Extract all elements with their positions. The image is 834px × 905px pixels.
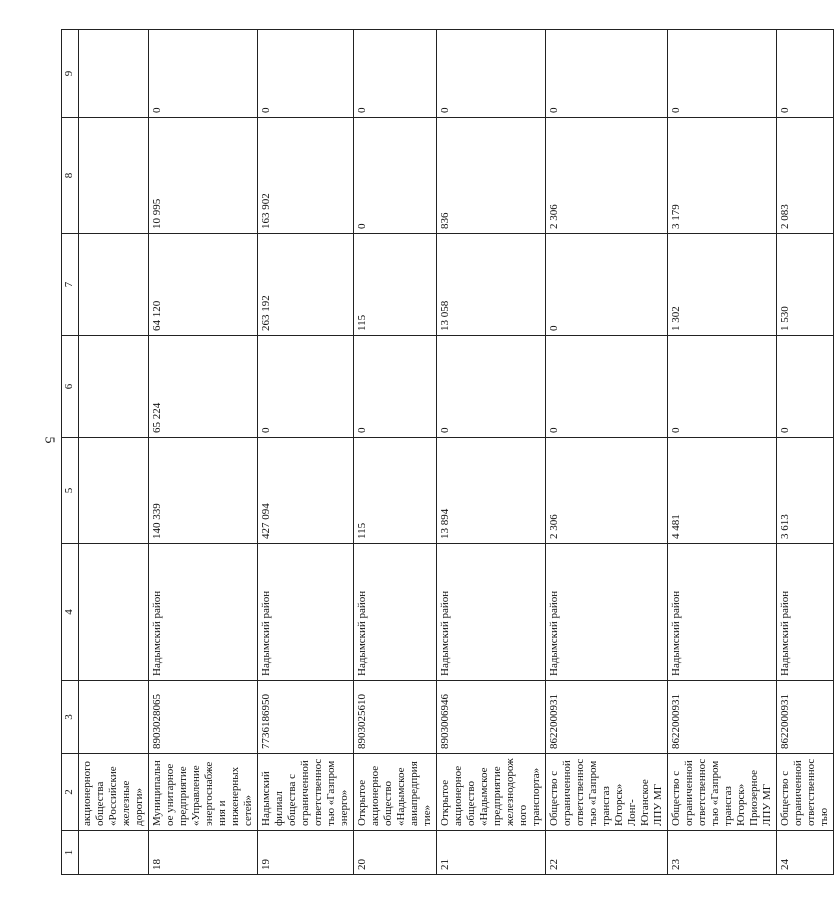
organization-name-cell: Открытое акционерное общество «Надымское авиапредприятие» xyxy=(354,754,437,831)
table-row xyxy=(546,30,668,875)
value-col5-cell: 427 094 xyxy=(258,438,354,544)
district-cell: Надымский район xyxy=(777,544,834,681)
organization-name-cell: акционерного общества «Российские железные дороги» xyxy=(79,754,149,831)
value-col8-cell: 2 306 xyxy=(546,118,668,234)
value-col7-cell: 64 120 xyxy=(149,234,258,336)
value-col5-cell xyxy=(79,438,149,544)
value-col5-cell: 140 339 xyxy=(149,438,258,544)
table-row xyxy=(149,30,258,875)
value-col8-cell xyxy=(79,118,149,234)
table-row xyxy=(354,30,437,875)
value-col8-cell: 3 179 xyxy=(668,118,777,234)
inn-cell: 8622000931 xyxy=(777,681,834,754)
value-col9-cell xyxy=(79,30,149,118)
inn-cell: 8622000931 xyxy=(546,681,668,754)
value-col5-cell: 3 613 xyxy=(777,438,834,544)
inn-cell: 8903028065 xyxy=(149,681,258,754)
organization-name-cell: Муниципальное унитарное предприятие «Управление энергоснабжения и инженерных сетей» xyxy=(149,754,258,831)
value-col5-cell: 115 xyxy=(354,438,437,544)
column-header: 2 xyxy=(62,754,79,831)
column-header: 5 xyxy=(62,438,79,544)
row-number-cell: 19 xyxy=(258,831,354,875)
column-header: 4 xyxy=(62,544,79,681)
value-col5-cell: 13 894 xyxy=(437,438,546,544)
organization-name-cell: Общество с ограниченной ответственностью «Газпром трансгаз Югорск» Лонг-Юганское ЛПУ МГ xyxy=(546,754,668,831)
inn-cell xyxy=(79,681,149,754)
district-cell: Надымский район xyxy=(258,544,354,681)
inn-cell: 7736186950 xyxy=(258,681,354,754)
organization-name-cell: Общество с ограниченной ответственностью «Газпром трансгаз Югорск» Приозерное ЛПУ МГ xyxy=(668,754,777,831)
district-cell xyxy=(79,544,149,681)
value-col8-cell: 163 902 xyxy=(258,118,354,234)
value-col7-cell xyxy=(79,234,149,336)
column-header: 8 xyxy=(62,118,79,234)
district-cell: Надымский район xyxy=(437,544,546,681)
value-col9-cell: 0 xyxy=(354,30,437,118)
table-row xyxy=(437,30,546,875)
header-row xyxy=(62,30,79,875)
inn-cell: 8903025610 xyxy=(354,681,437,754)
row-number-cell: 20 xyxy=(354,831,437,875)
district-cell: Надымский район xyxy=(354,544,437,681)
table-row xyxy=(668,30,777,875)
row-number-cell: 22 xyxy=(546,831,668,875)
district-cell: Надымский район xyxy=(149,544,258,681)
value-col9-cell: 0 xyxy=(149,30,258,118)
value-col5-cell: 4 481 xyxy=(668,438,777,544)
value-col6-cell: 0 xyxy=(546,336,668,438)
inn-cell: 8903006946 xyxy=(437,681,546,754)
value-col6-cell: 0 xyxy=(777,336,834,438)
column-header: 7 xyxy=(62,234,79,336)
value-col6-cell: 0 xyxy=(668,336,777,438)
inn-cell: 8622000931 xyxy=(668,681,777,754)
value-col8-cell: 836 xyxy=(437,118,546,234)
value-col9-cell: 0 xyxy=(546,30,668,118)
column-header: 1 xyxy=(62,831,79,875)
value-col7-cell: 1 302 xyxy=(668,234,777,336)
value-col7-cell: 263 192 xyxy=(258,234,354,336)
value-col8-cell: 10 995 xyxy=(149,118,258,234)
value-col9-cell: 0 xyxy=(258,30,354,118)
district-cell: Надымский район xyxy=(668,544,777,681)
row-number-cell xyxy=(79,831,149,875)
table-row xyxy=(79,30,149,875)
table-row xyxy=(777,30,834,875)
organization-name-cell: Открытое акционерное общество «Надымское предприятие железнодорожного транспорта» xyxy=(437,754,546,831)
district-cell: Надымский район xyxy=(546,544,668,681)
row-number-cell: 23 xyxy=(668,831,777,875)
value-col9-cell: 0 xyxy=(437,30,546,118)
value-col7-cell: 0 xyxy=(546,234,668,336)
value-col8-cell: 2 083 xyxy=(777,118,834,234)
value-col7-cell: 1 530 xyxy=(777,234,834,336)
row-number-cell: 24 xyxy=(777,831,834,875)
value-col6-cell: 0 xyxy=(437,336,546,438)
column-header: 9 xyxy=(62,30,79,118)
value-col7-cell: 13 058 xyxy=(437,234,546,336)
value-col9-cell: 0 xyxy=(668,30,777,118)
value-col6-cell xyxy=(79,336,149,438)
data-table xyxy=(61,29,834,875)
column-header: 3 xyxy=(62,681,79,754)
organization-name-cell: Надымский филиал общества с ограниченной ответственностью «Газпром энерго» xyxy=(258,754,354,831)
table-row xyxy=(258,30,354,875)
value-col5-cell: 2 306 xyxy=(546,438,668,544)
value-col6-cell: 0 xyxy=(354,336,437,438)
page-number: 5 xyxy=(41,436,57,444)
row-number-cell: 18 xyxy=(149,831,258,875)
value-col6-cell: 65 224 xyxy=(149,336,258,438)
rotated-table-container xyxy=(61,30,830,875)
row-number-cell: 21 xyxy=(437,831,546,875)
value-col6-cell: 0 xyxy=(258,336,354,438)
value-col7-cell: 115 xyxy=(354,234,437,336)
column-header: 6 xyxy=(62,336,79,438)
organization-name-cell: Общество с ограниченной ответственностью xyxy=(777,754,834,831)
value-col8-cell: 0 xyxy=(354,118,437,234)
value-col9-cell: 0 xyxy=(777,30,834,118)
